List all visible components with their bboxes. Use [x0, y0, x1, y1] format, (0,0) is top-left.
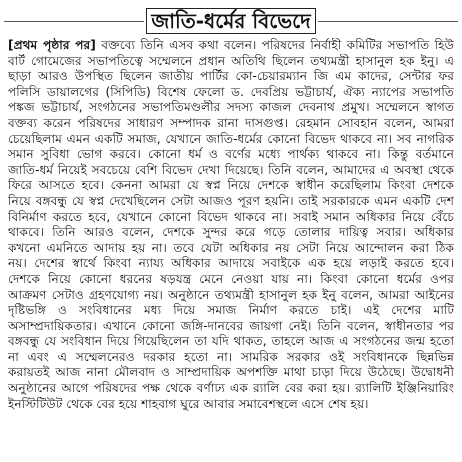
article-line: ছাড়া আরও উপস্থিত ছিলেন জাতীয় পার্টির কো-চেয়ারম্যান জি এম কাদের, সেন্টার ফর	[8, 69, 454, 84]
article-line: কখনো এমনিতে আদায় হয় না। তবে যেটা অধিকার নয় সেটা নিয়ে আন্দোলন করা ঠিক	[8, 240, 454, 255]
article-line: অনুষ্ঠানের আগে পরিষদের পক্ষ থেকে বর্ণাঢ্য এক র‍্যালি বের করা হয়। র‍্যালিটি ইঞ্জিনিয়ারিং	[8, 381, 454, 396]
article-line: থাকবে। তিনি আরও বলেন, দেশকে সুন্দর করে গড়ে তোলার দায়িত্ব সবার। অধিকার	[8, 225, 454, 240]
article-line: দেশকে নিয়ে কোনো ধরনের ষড়যন্ত্র মেনে নেওয়া যায় না। কিংবা কোনো ধর্মের ওপর	[8, 271, 454, 286]
article-line-text: বক্তব্যে তিনি এসব কথা বলেন। পরিষদের নির্বাহী কমিটির সভাপতি হিউ	[95, 38, 454, 52]
article-line	[8, 38, 454, 54]
continuation-tag: [প্রথম পৃষ্ঠার পর]	[8, 38, 96, 52]
article-body	[8, 38, 454, 458]
article-line: বার্ট গোমেজের সভাপতিত্বে সম্মেলনে প্রধান অতিথি ছিলেন তথ্যমন্ত্রী হাসানুল হক ইনু। এ	[8, 53, 454, 68]
article-line: ফিরে আসতে হবে। কেননা আমরা যে স্বপ্ন নিয়ে দেশকে স্বাধীন করেছিলাম কিংবা দেশকে	[8, 178, 454, 193]
article-line: নয়। দেশের স্বার্থে কিংবা ন্যায্য অধিকার আদায়ে সবাইকে এক হয়ে লড়াই করতে হবে।	[8, 256, 454, 271]
article-line: বক্তব্য করেন পরিষদের সাধারণ সম্পাদক রানা দাসগুপ্ত। রেহমান সোবহান বলেন, আমরা	[8, 115, 454, 130]
headline-rule-right	[318, 21, 458, 22]
article-line: অসাম্প্রদায়িকতার। এখানে কোনো জঙ্গি-দানবের জায়গা নেই। তিনি বলেন, স্বাধীনতার পর	[8, 318, 454, 333]
article-line: দৃষ্টিভঙ্গি ও সংবিধানের মধ্য দিয়ে সমাজ নির্মাণ করতে চাই। এই দেশের মাটি	[8, 303, 454, 318]
article-line: সমান সুবিধা ভোগ করবে। কোনো ধর্ম ও বর্ণের মধ্যে পার্থক্য থাকবে না। কিন্তু বর্তমানে	[8, 147, 454, 162]
article-line: পলিসি ডায়ালগের (সিপিডি) বিশেষ ফেলো ড. দেবপ্রিয় ভট্টাচার্য, ঐক্য ন্যাপের সভাপতি	[8, 84, 454, 99]
article-line: করায়তই আজ নানা মৌলবাদ ও সাম্প্রদায়িক অপশক্তি মাথা চাড়া দিয়ে উঠেছে। উদ্বোধনী	[8, 365, 454, 380]
article-line: নিয়ে বঙ্গবন্ধু যে স্বপ্ন দেখেছিলেন সেটা আজও পূরণ হয়নি। তাই সরকারকে এমন একটি দেশ	[8, 193, 454, 208]
article-line: আক্রমণ সেটাও গ্রহণযোগ্য নয়। অনুষ্ঠানে তথ্যমন্ত্রী হাসানুল হক ইনু বলেন, আমরা আইনের	[8, 287, 454, 302]
article-headline: জাতি-ধর্মের বিভেদে	[146, 8, 316, 34]
headline-rule-left	[4, 21, 144, 22]
article-line: না এবং এ সম্মেলনেরও দরকার হতো না। সামরিক সরকার ওই সংবিধানকে ছিন্নভিন্ন	[8, 349, 454, 364]
article-line: বঙ্গবন্ধু যে সংবিধান দিয়ে গিয়েছিলেন তা যদি থাকত, তাহলে আজ এ সংগঠনের জন্ম হতো	[8, 334, 454, 349]
article-line: চেয়েছিলাম এমন একটি সমাজ, যেখানে জাতি-ধর্মের কোনো বিভেদ থাকবে না। সব নাগরিক	[8, 131, 454, 146]
article-line: পঙ্কজ ভট্টাচার্য, সংগঠনের সভাপতিমণ্ডলীর সদস্য কাজল দেবনাথ প্রমুখ। সম্মেলনে স্বাগত	[8, 100, 454, 115]
article-line: বিনির্মাণ করতে হবে, যেখানে কোনো বিভেদ থাকবে না। সবাই সমান অধিকার নিয়ে বেঁচে	[8, 209, 454, 224]
previous-column-fragment	[0, 0, 462, 8]
article-line: ইনস্টিটিউট থেকে বের হয়ে শাহবাগ ঘুরে আবার সমাবেশস্থলে এসে শেষ হয়।	[8, 396, 369, 411]
article-line: জাতি-ধর্ম নিয়েই সবচেয়ে বেশি বিভেদ দেখা দিয়েছে। তিনি বলেন, আমাদের এ অবস্থা থেকে	[8, 162, 454, 177]
